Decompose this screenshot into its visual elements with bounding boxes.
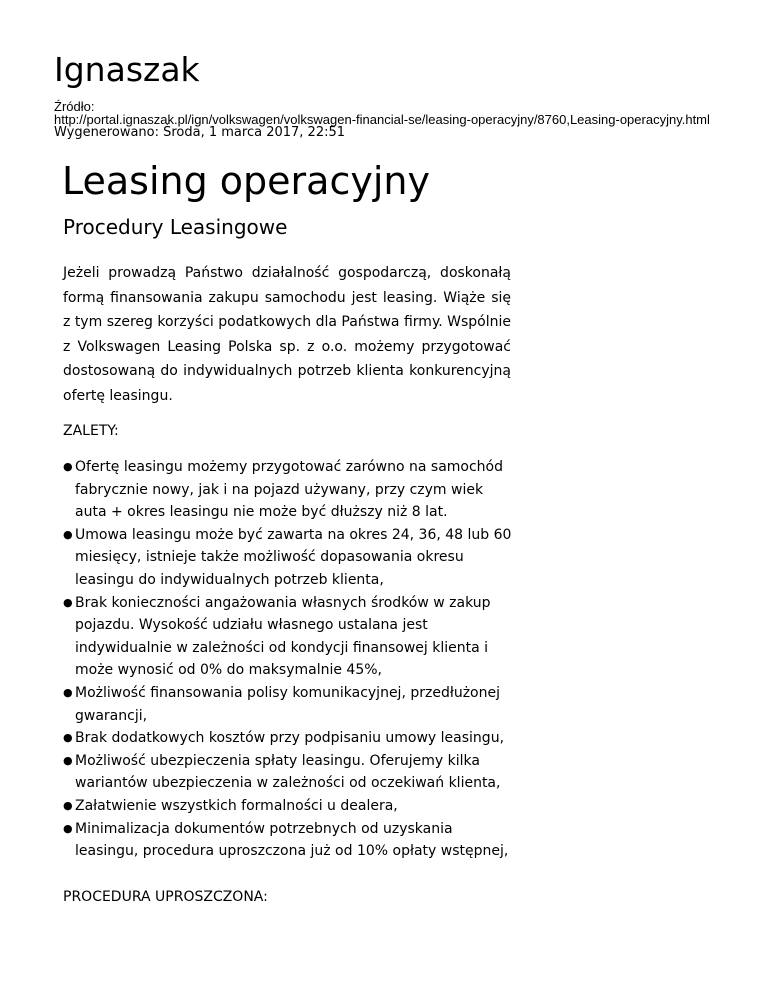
article-title: Leasing operacyjny	[62, 159, 430, 203]
bullet-icon: ●	[63, 798, 73, 812]
list-item-text: Minimalizacja dokumentów potrzebnych od uzyskania leasingu, procedura uproszczona już od 10% opłaty wstępnej,	[75, 820, 509, 860]
list-item	[63, 727, 513, 750]
source-url: http://portal.ignaszak.pl/ign/volkswagen/volkswagen-financial-se/leasing-operacyjny/8760,Leasing-operacyjny.html	[54, 112, 710, 127]
bullet-icon: ●	[63, 731, 73, 745]
list-item	[63, 592, 513, 682]
list-item-text: Możliwość finansowania polisy komunikacyjnej, przedłużonej gwarancji,	[75, 684, 500, 724]
list-item	[63, 682, 513, 727]
bullet-icon: ●	[63, 821, 73, 835]
list-item-text: Załatwienie wszystkich formalności u dealera,	[75, 797, 398, 814]
generated-timestamp: Wygenerowano: Środa, 1 marca 2017, 22:51	[54, 125, 346, 140]
bullet-icon: ●	[63, 460, 73, 473]
bullet-icon: ●	[63, 685, 73, 699]
site-title: Ignaszak	[54, 50, 200, 89]
list-item-text: Ofertę leasingu możemy przygotować zarówno na samochód fabrycznie nowy, jak i na pojazd używany, przy czym wiek auta + okres leasingu nie może być dłuższy niż 8 lat.	[75, 459, 503, 521]
list-item	[63, 818, 513, 863]
article-subtitle: Procedury Leasingowe	[63, 215, 288, 239]
source-label: Źródło:	[54, 99, 95, 114]
bullet-icon: ●	[63, 595, 73, 609]
list-item	[63, 524, 513, 592]
list-item-text: Umowa leasingu może być zawarta na okres 24, 36, 48 lub 60 miesięcy, istnieje także możliwość dopasowania okresu leasingu do indywidualnych potrzeb klienta,	[75, 526, 512, 588]
document-meta	[54, 100, 724, 139]
list-item-text: Brak dodatkowych kosztów przy podpisaniu umowy leasingu,	[75, 730, 505, 747]
benefits-list	[63, 456, 513, 863]
intro-paragraph: Jeżeli prowadzą Państwo działalność gospodarczą, doskonałą formą finansowania zakupu samochodu jest leasing. Wiąże się z tym szereg korzyści podatkowych dla Państwa firmy. Wspólnie z Volkswagen Leasing Polska sp. z o.o. możemy przygotować dostosowaną do indywidualnych potrzeb klienta konkurencyjną ofertę leasingu.	[63, 265, 511, 404]
list-item	[63, 795, 513, 818]
benefits-heading: ZALETY:	[63, 423, 119, 439]
list-item-text: Możliwość ubezpieczenia spłaty leasingu. Oferujemy kilka wariantów ubezpieczenia w zależności od oczekiwań klienta,	[75, 752, 501, 792]
list-item	[63, 750, 513, 795]
bullet-icon: ●	[63, 527, 73, 541]
procedure-heading: PROCEDURA UPROSZCZONA:	[63, 889, 268, 905]
list-item	[63, 456, 513, 524]
bullet-icon: ●	[63, 753, 73, 767]
list-item-text: Brak konieczności angażowania własnych środków w zakup pojazdu. Wysokość udziału własnego ustalana jest indywidualnie w zależności od kondycji finansowej klienta i może wynosić od 0% do maksymalnie 45%,	[75, 594, 491, 679]
